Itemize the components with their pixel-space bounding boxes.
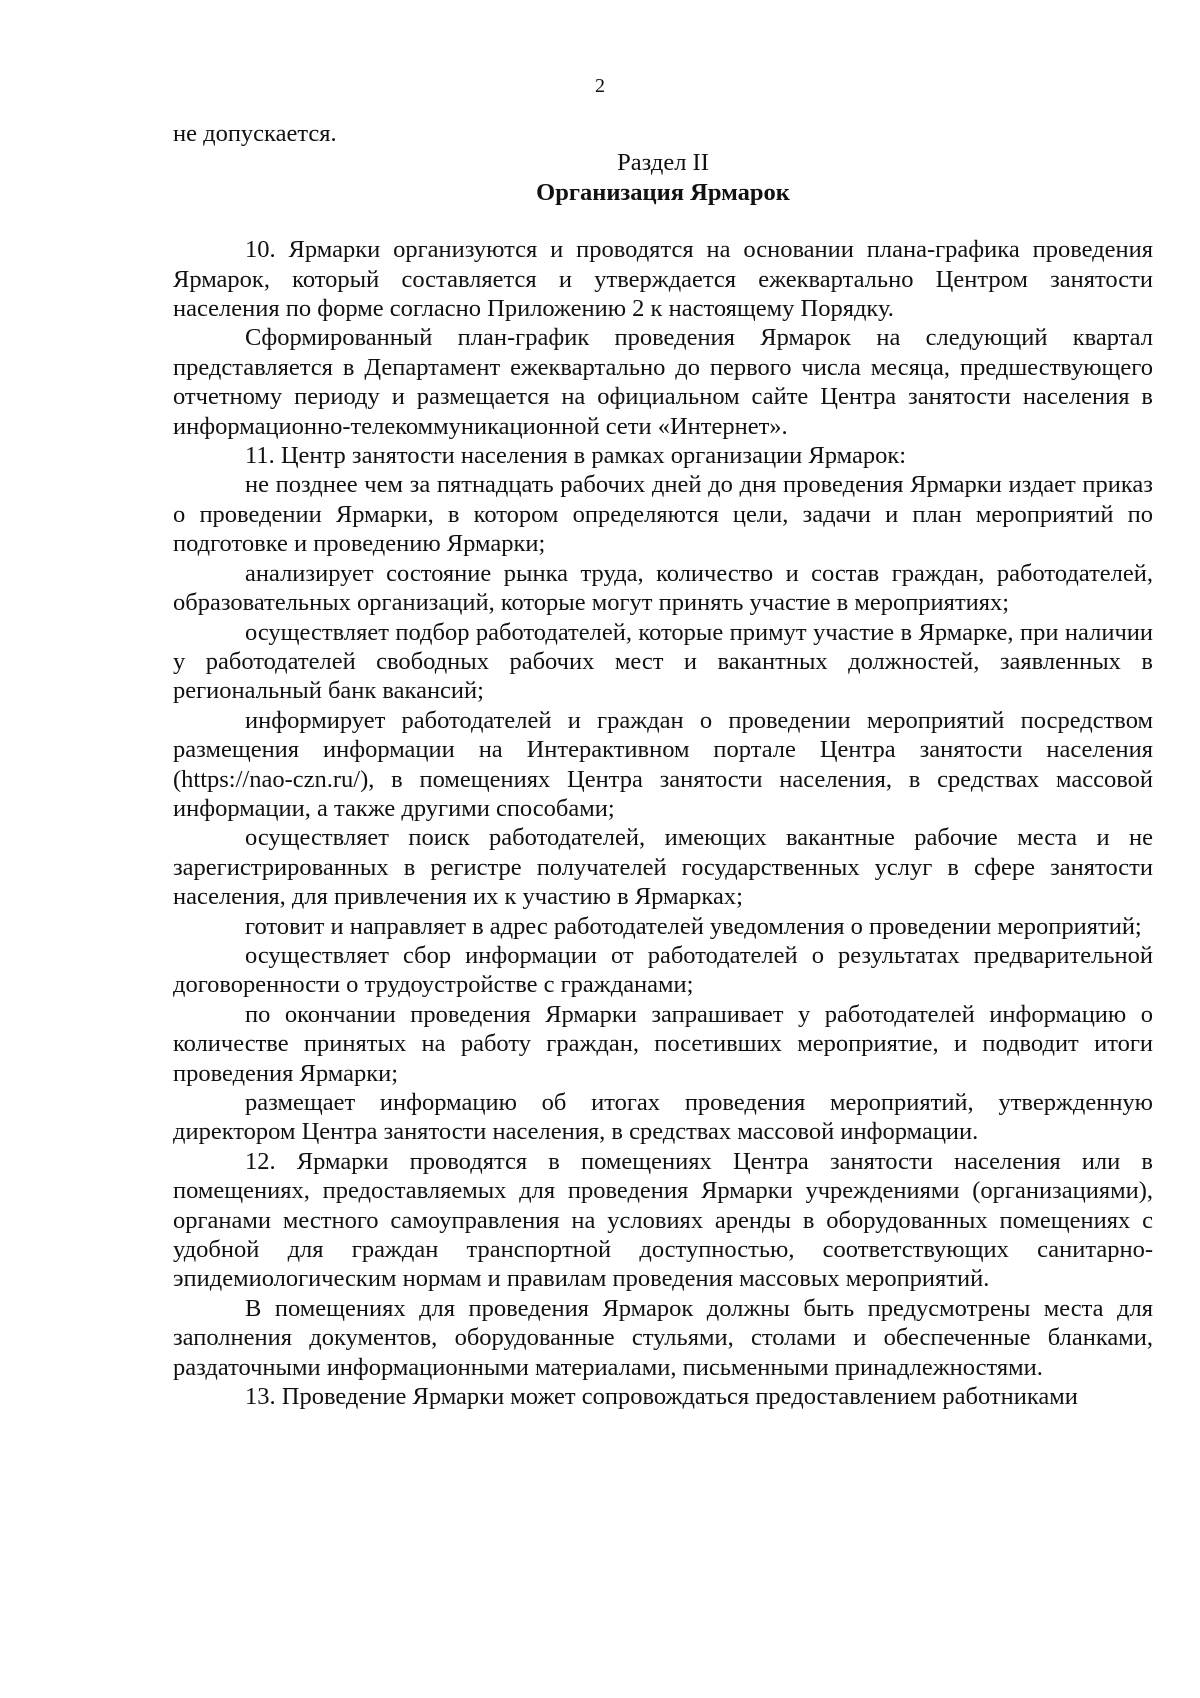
- paragraph: 13. Проведение Ярмарки может сопровождаться предоставлением работниками: [245, 1383, 1078, 1411]
- paragraph: осуществляет сбор информации от работодателей о результатах предварительной договоренности о трудоустройстве с гражданами;: [173, 941, 1153, 999]
- paragraph: по окончании проведения Ярмарки запрашивает у работодателей информацию о количестве принятых на работу граждан, посетивших мероприятие, и подводит итоги проведения Ярмарки;: [173, 1000, 1153, 1087]
- paragraph: размещает информацию об итогах проведения мероприятий, утвержденную директором Центра занятости населения, в средствах массовой информации.: [173, 1089, 1153, 1146]
- paragraph: готовит и направляет в адрес работодателей уведомления о проведении мероприятий;: [245, 912, 1142, 940]
- paragraph: осуществляет поиск работодателей, имеющих вакантные рабочие места и не зарегистрированных в регистре получателей государственных услуг в сфере занятости населения, для привлечения их к участию в Ярмарках;: [173, 824, 1153, 911]
- page-number: 2: [595, 75, 605, 97]
- paragraph: 10. Ярмарки организуются и проводятся на основании плана-графика проведения Ярмарок, который составляется и утверждается ежеквартально Центром занятости населения по форме согласно Приложению 2 к настоящему Порядку.: [173, 236, 1153, 323]
- carryover-text: не допускается.: [173, 120, 337, 147]
- section-label: Раздел II: [617, 149, 709, 177]
- paragraph: 11. Центр занятости населения в рамках организации Ярмарок:: [245, 442, 907, 470]
- section-title: Организация Ярмарок: [536, 178, 790, 206]
- paragraph: осуществляет подбор работодателей, которые примут участие в Ярмарке, при наличии у работодателей свободных рабочих мест и вакантных должностей, заявленных в региональный банк вакансий;: [173, 618, 1153, 705]
- paragraph: В помещениях для проведения Ярмарок должны быть предусмотрены места для заполнения документов, оборудованные стульями, столами и обеспеченные бланками, раздаточными информационными материалами, письменными принадлежностями.: [173, 1294, 1153, 1381]
- document-body: [173, 119, 1153, 1411]
- paragraph: 12. Ярмарки проводятся в помещениях Центра занятости населения или в помещениях, предоставляемых для проведения Ярмарки учреждениями (организациями), органами местного самоуправления на условиях аренды в оборудованных помещениях с удобной для граждан транспортной доступностью, соответствующих санитарно-эпидемиологическим нормам и правилам проведения массовых мероприятий.: [173, 1147, 1153, 1293]
- paragraph: Сформированный план-график проведения Ярмарок на следующий квартал представляется в Департамент ежеквартально до первого числа месяца, предшествующего отчетному периоду и размещается на официальном сайте Центра занятости населения в информационно-телекоммуникационной сети «Интернет».: [173, 324, 1153, 440]
- paragraph: информирует работодателей и граждан о проведении мероприятий посредством размещения информации на Интерактивном портале Центра занятости населения (https://nao-czn.ru/), в помещениях Центра занятости населения, в средствах массовой информации, а также другими способами;: [173, 706, 1153, 822]
- paragraph: не позднее чем за пятнадцать рабочих дней до дня проведения Ярмарки издает приказ о проведении Ярмарки, в котором определяются цели, задачи и план мероприятий по подготовке и проведению Ярмарки;: [173, 471, 1153, 558]
- paragraph: анализирует состояние рынка труда, количество и состав граждан, работодателей, образовательных организаций, которые могут принять участие в мероприятиях;: [173, 559, 1153, 617]
